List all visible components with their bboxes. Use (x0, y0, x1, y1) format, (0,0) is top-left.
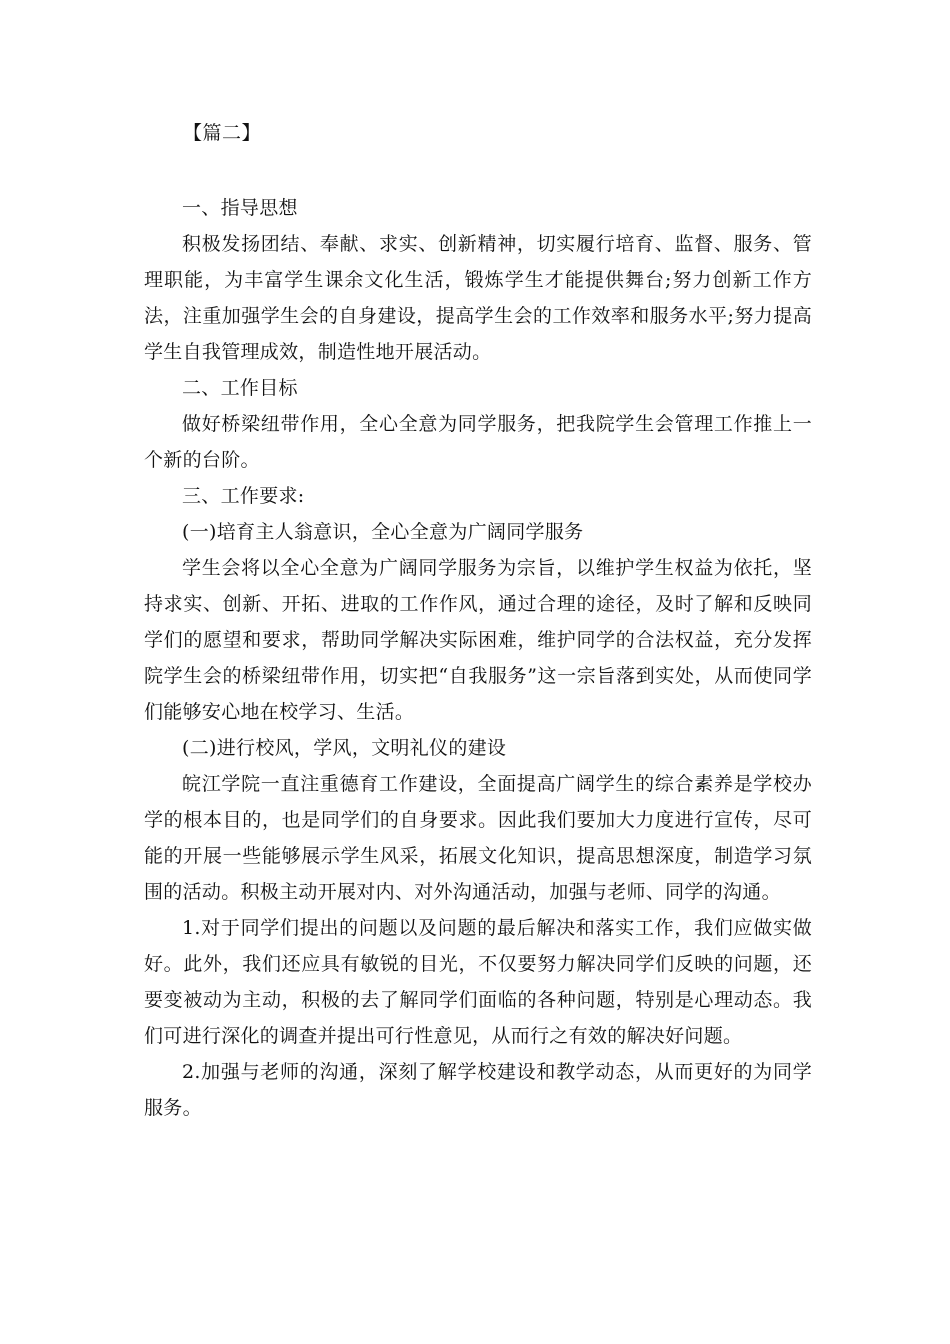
heading-work-goals: 二、工作目标 (182, 377, 298, 399)
paragraph-campus-culture: 皖江学院一直注重德育工作建设，全面提高广阔学生的综合素养是学校办学的根本目的，也是同学们的自身要求。因此我们要加大力度进行宣传，尽可能的开展一些能够展示学生风采，拓展文化知识，提高思想深度，制造学习氛围的活动。积极主动开展对内、对外沟通活动，加强与老师、同学的沟通。 (144, 773, 812, 903)
paragraph-guiding-ideology: 积极发扬团结、奉献、求实、创新精神，切实履行培育、监督、服务、管理职能，为丰富学生课余文化生活，锻炼学生才能提供舞台;努力创新工作方法，注重加强学生会的自身建设，提高学生会的工作效率和服务水平;努力提高学生自我管理成效，制造性地开展活动。 (144, 233, 812, 363)
list-item-1: 1.对于同学们提出的问题以及问题的最后解决和落实工作，我们应做实做好。此外，我们还应具有敏锐的目光，不仅要努力解决同学们反映的问题，还要变被动为主动，积极的去了解同学们面临的各种问题，特别是心理动态。我们可进行深化的调查并提出可行性意见，从而行之有效的解决好问题。 (144, 917, 812, 1047)
subheading-campus-culture: (二)进行校风，学风，文明礼仪的建设 (182, 737, 507, 759)
paragraph-ownership: 学生会将以全心全意为广阔同学服务为宗旨，以维护学生权益为依托，坚持求实、创新、开拓、进取的工作作风，通过合理的途径，及时了解和反映同学们的愿望和要求，帮助同学解决实际困难，维护同学的合法权益，充分发挥院学生会的桥梁纽带作用，切实把“自我服务”这一宗旨落到实处，从而使同学们能够安心地在校学习、生活。 (144, 557, 812, 723)
section-title: 【篇二】 (183, 122, 262, 144)
heading-work-requirements: 三、工作要求: (182, 485, 305, 507)
list-item-2: 2.加强与老师的沟通，深刻了解学校建设和教学动态，从而更好的为同学服务。 (144, 1061, 812, 1119)
subheading-ownership: (一)培育主人翁意识，全心全意为广阔同学服务 (182, 521, 584, 543)
document-body (144, 190, 812, 1126)
paragraph-work-goals: 做好桥梁纽带作用，全心全意为同学服务，把我院学生会管理工作推上一个新的台阶。 (144, 413, 812, 471)
heading-guiding-ideology: 一、指导思想 (182, 197, 298, 219)
